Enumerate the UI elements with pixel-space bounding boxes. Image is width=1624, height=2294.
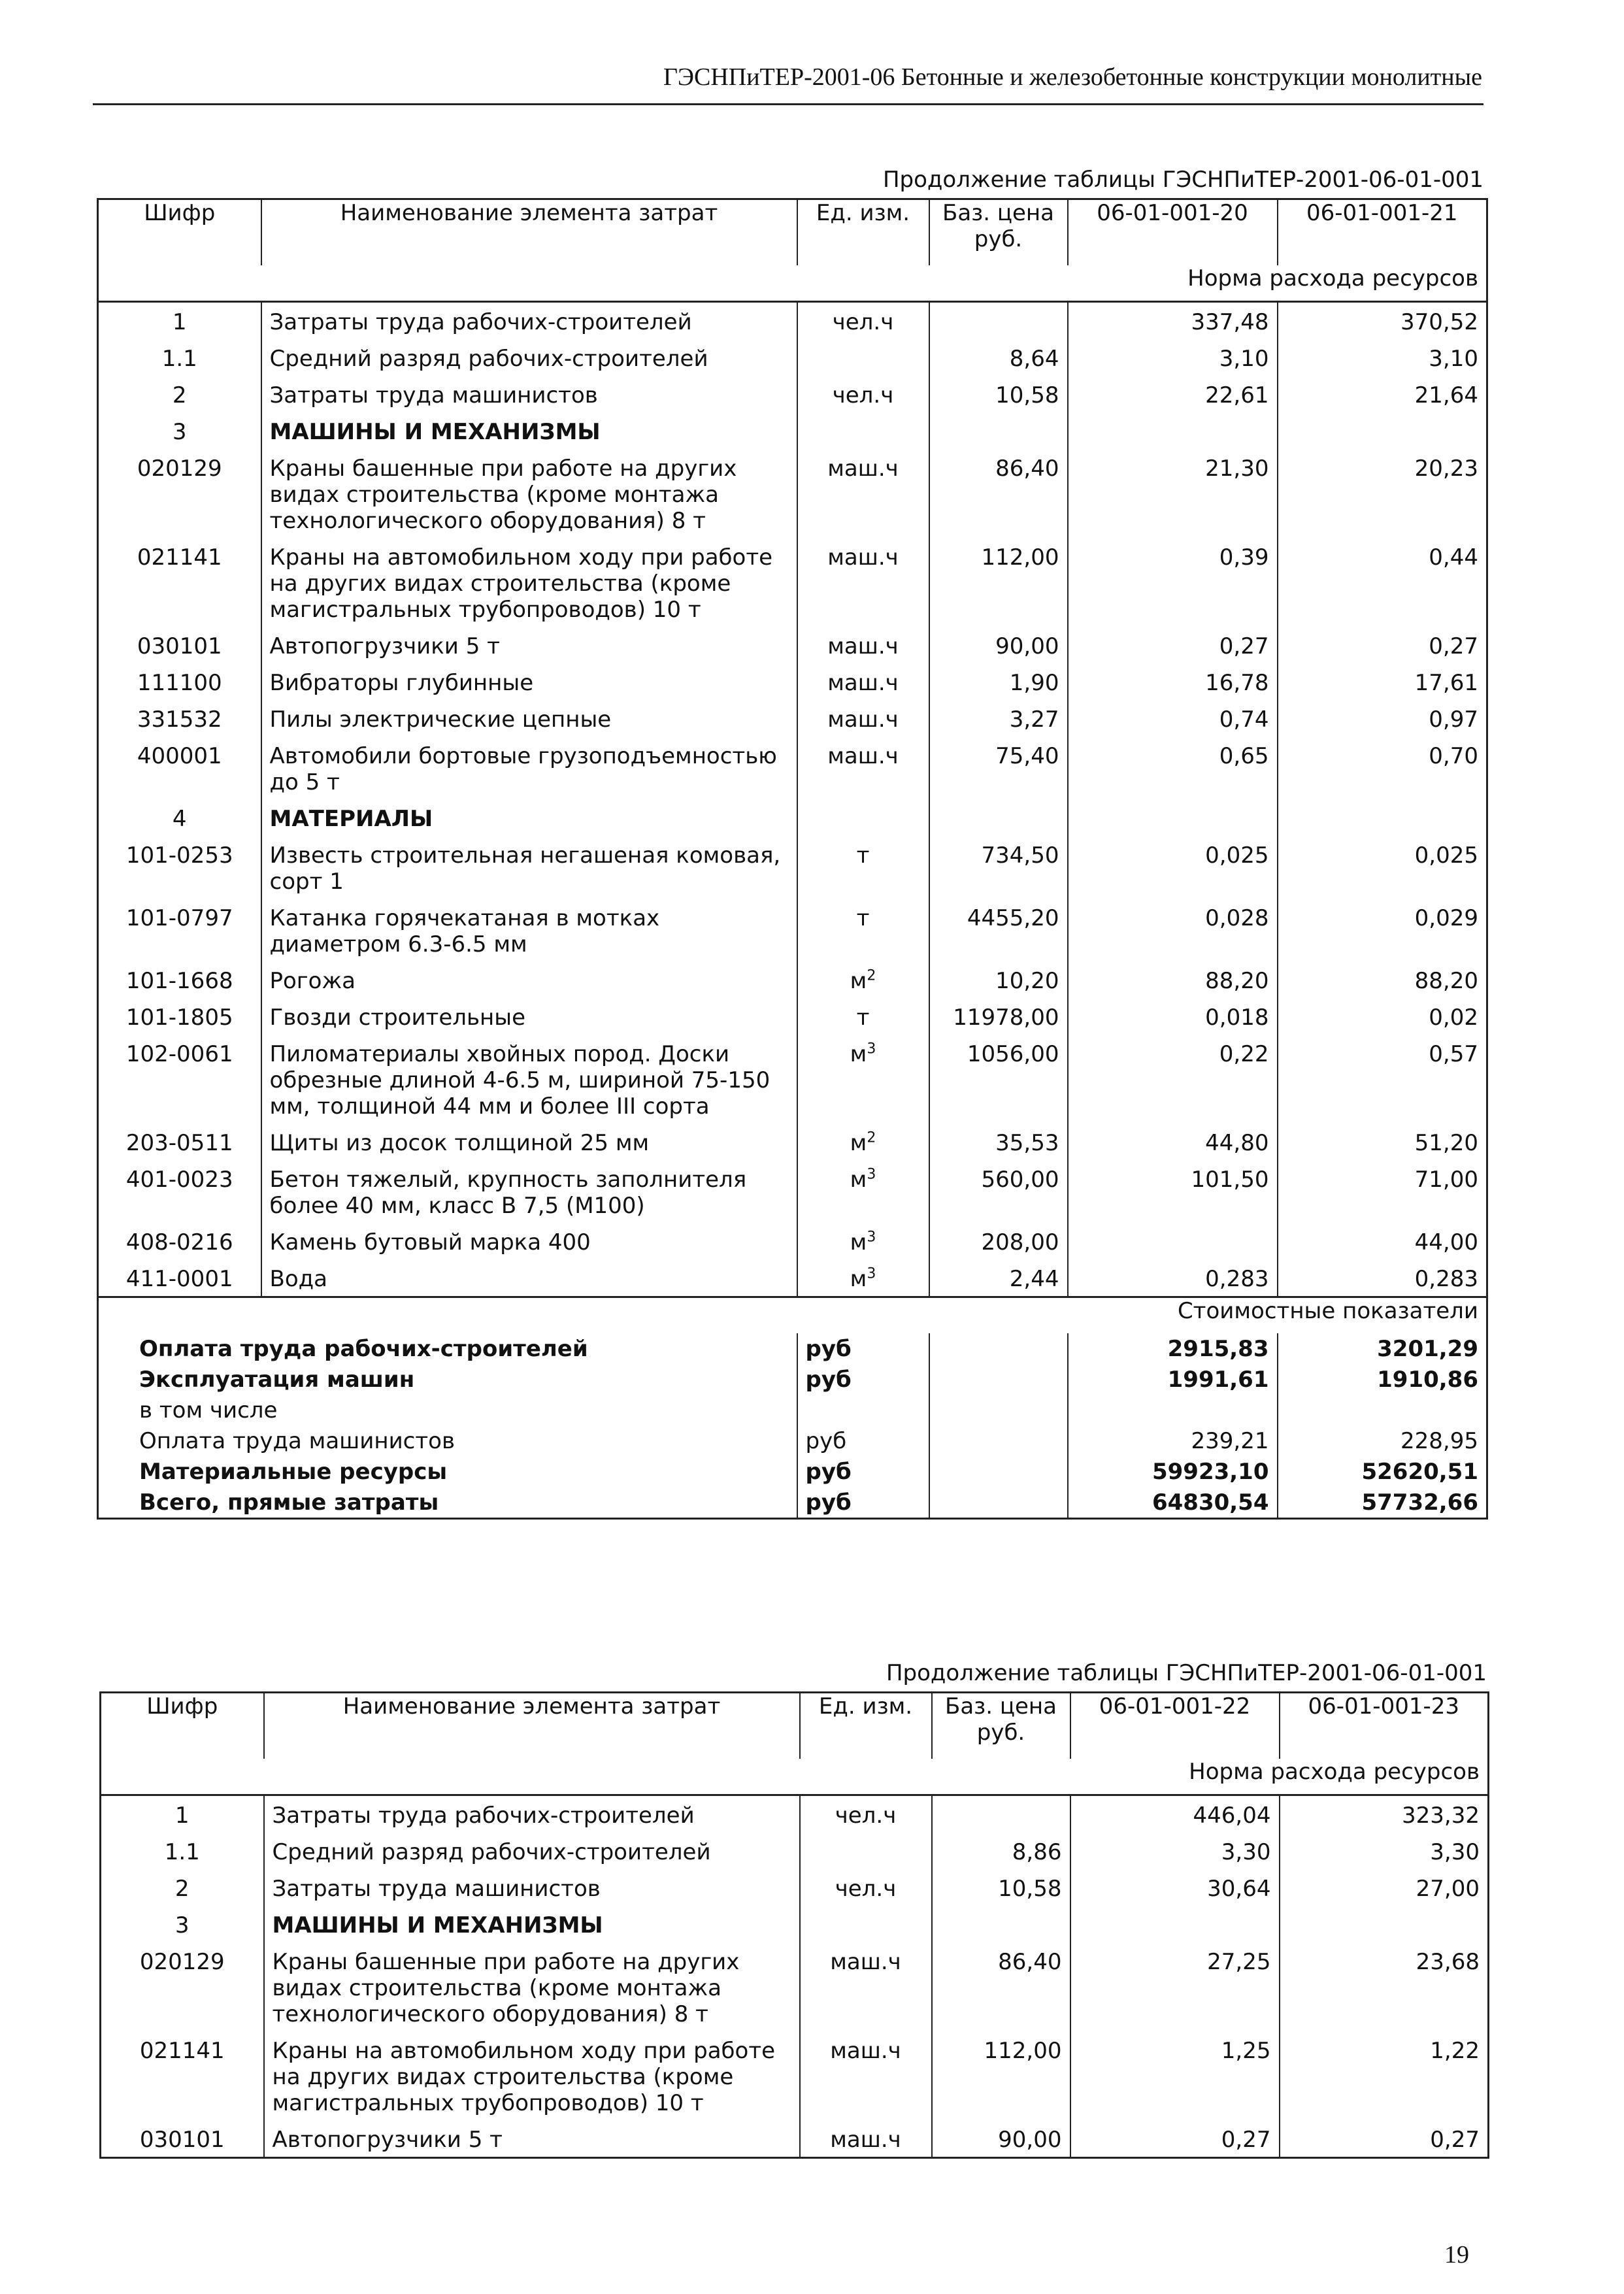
cost-value-a: 59923,10 [1068,1456,1278,1487]
row-code: 1 [101,1795,264,1833]
cost-unit: руб [797,1487,929,1519]
row-price: 90,00 [929,627,1068,663]
row-code: 101-1805 [125,1005,233,1031]
row-value-a: 0,27 [1068,627,1278,663]
row-price: 1,90 [929,663,1068,700]
row-code: 400001 [137,743,222,769]
row-price: 86,40 [929,449,1068,538]
cost-value-a: 64830,54 [1068,1487,1278,1519]
row-unit: т [797,836,929,899]
unit-exponent: 3 [867,1166,876,1183]
row-value-b: 17,61 [1278,663,1487,700]
row-unit [797,1160,929,1223]
row-unit: т [797,998,929,1035]
row-unit [797,1223,929,1259]
resource-table-2 [99,1691,1489,2159]
row-value-a: 337,48 [1068,302,1278,340]
row-unit [800,1906,932,1942]
row-price: 2,44 [929,1259,1068,1297]
row-value-b: 51,20 [1278,1123,1487,1160]
row-code: 2 [172,382,187,408]
row-name: Пилы электрические цепные [261,700,797,737]
row-name: Камень бутовый марка 400 [261,1223,797,1259]
row-value-a [1068,1223,1278,1259]
row-price [929,799,1068,836]
row-value-a: 446,04 [1070,1795,1280,1833]
cost-price-empty [929,1364,1068,1395]
table-row [98,538,1487,627]
table-row [98,998,1487,1035]
row-unit: маш.ч [797,538,929,627]
row-price: 10,58 [932,1869,1070,1906]
row-name: Автопогрузчики 5 т [264,2120,800,2158]
cost-price-empty [929,1425,1068,1456]
row-value-b: 0,27 [1280,2120,1489,2158]
cost-value-b: 1910,86 [1278,1364,1487,1395]
cost-unit [797,1395,929,1425]
row-value-a: 101,50 [1068,1160,1278,1223]
row-price [929,302,1068,340]
col-name-header: Наименование элемента затрат [261,199,797,266]
row-value-a: 0,283 [1068,1259,1278,1297]
row-name: Затраты труда машинистов [264,1869,800,1906]
norma-caption: Норма расхода ресурсов [1189,1759,1480,1785]
row-price [932,1795,1070,1833]
row-name: Затраты труда рабочих-строителей [264,1795,800,1833]
row-value-b [1278,412,1487,449]
row-unit [797,961,929,998]
unit-base: м [850,1130,867,1156]
table-row [98,1160,1487,1223]
row-unit [797,1123,929,1160]
row-value-a: 16,78 [1068,663,1278,700]
table-row [98,899,1487,961]
norma-caption: Норма расхода ресурсов [1187,265,1478,291]
row-code: 331532 [137,706,222,733]
row-price: 4455,20 [929,899,1068,961]
row-value-a: 0,65 [1068,737,1278,799]
row-code: 3 [172,419,187,445]
row-code: 408-0216 [125,1229,233,1255]
row-code: 411-0001 [125,1266,233,1292]
row-unit: маш.ч [800,2031,932,2120]
table-row [101,1833,1489,1869]
row-unit [797,799,929,836]
row-name: Щиты из досок толщиной 25 мм [261,1123,797,1160]
cost-value-b [1278,1395,1487,1425]
row-price: 11978,00 [929,998,1068,1035]
row-name: МАТЕРИАЛЫ [261,799,797,836]
row-name: Средний разряд рабочих-строителей [264,1833,800,1869]
row-name: Краны на автомобильном ходу при работе на других видах строительства (кроме магистральных трубопроводов) 10 т [264,2031,800,2120]
row-code: 2 [174,1876,190,1902]
header-rule [93,103,1483,105]
unit-base: м [850,1266,867,1292]
row-value-b: 88,20 [1278,961,1487,998]
col-a-header: 06-01-001-20 [1068,199,1278,266]
cost-label: Оплата труда машинистов [139,1427,456,1454]
row-price: 112,00 [932,2031,1070,2120]
table-row [101,1795,1489,1833]
row-name: Известь строительная негашеная комовая, сорт 1 [261,836,797,899]
col-b-header: 06-01-001-23 [1280,1693,1489,1759]
row-name: Краны башенные при работе на других видах строительства (кроме монтажа технологического оборудования) 8 т [264,1942,800,2031]
row-value-a: 22,61 [1068,376,1278,412]
col-name-header: Наименование элемента затрат [264,1693,800,1759]
row-code: 030101 [139,2127,225,2153]
row-price [929,412,1068,449]
table-header-row [98,199,1487,266]
col-code-header: Шифр [144,200,216,226]
page-number: 19 [1444,2241,1469,2269]
col-unit-header: Ед. изм. [797,199,929,266]
row-price: 1056,00 [929,1035,1068,1123]
cost-value-a [1068,1395,1278,1425]
resource-table-1 [97,198,1488,1520]
row-value-a: 1,25 [1070,2031,1280,2120]
table-row [98,836,1487,899]
row-code: 101-0253 [125,842,233,869]
unit-exponent: 3 [867,1040,876,1057]
cost-price-empty [929,1395,1068,1425]
row-code: 1 [98,302,261,340]
row-value-b: 0,029 [1278,899,1487,961]
table-row [101,1906,1489,1942]
row-code: 030101 [137,633,222,659]
table-row [98,449,1487,538]
row-value-a: 27,25 [1070,1942,1280,2031]
row-name: Средний разряд рабочих-строителей [261,339,797,376]
cost-label: в том числе [139,1397,278,1423]
table-row [98,339,1487,376]
row-value-a [1068,412,1278,449]
cost-row [98,1456,1487,1487]
row-value-b: 323,32 [1280,1795,1489,1833]
row-name: Вибраторы глубинные [261,663,797,700]
row-price: 208,00 [929,1223,1068,1259]
row-value-a: 0,025 [1068,836,1278,899]
row-name: Автопогрузчики 5 т [261,627,797,663]
cost-header-row [98,1297,1487,1334]
row-unit: маш.ч [797,627,929,663]
table-row [98,1035,1487,1123]
table2-continuation-caption: Продолжение таблицы ГЭСНПиТЕР-2001-06-01-001 [886,1660,1487,1686]
row-code: 401-0023 [125,1167,233,1193]
cost-unit: руб [797,1364,929,1395]
row-unit [797,1035,929,1123]
row-price: 10,20 [929,961,1068,998]
cost-price-empty [929,1456,1068,1487]
row-value-a: 3,10 [1068,339,1278,376]
norma-row [98,265,1487,302]
row-unit [797,339,929,376]
row-price: 8,64 [929,339,1068,376]
row-value-a: 0,27 [1070,2120,1280,2158]
table-row [101,2120,1489,2158]
row-code: 020129 [139,1949,225,1975]
row-value-b [1278,799,1487,836]
unit-base: м [850,1041,867,1067]
table-row [98,799,1487,836]
row-code: 203-0511 [125,1130,233,1156]
row-value-a: 88,20 [1068,961,1278,998]
row-value-a: 44,80 [1068,1123,1278,1160]
table-row [98,412,1487,449]
row-value-b: 0,70 [1278,737,1487,799]
unit-exponent: 2 [867,967,876,984]
row-code: 3 [174,1912,190,1938]
row-value-b: 21,64 [1278,376,1487,412]
row-name: Автомобили бортовые грузоподъемностью до 5 т [261,737,797,799]
row-price: 112,00 [929,538,1068,627]
cost-value-a: 239,21 [1068,1425,1278,1456]
row-value-a [1068,799,1278,836]
unit-exponent: 3 [867,1229,876,1246]
norma-row [101,1759,1489,1795]
cost-value-b: 52620,51 [1278,1456,1487,1487]
cost-value-b: 3201,29 [1278,1333,1487,1364]
row-value-b: 0,57 [1278,1035,1487,1123]
row-price: 75,40 [929,737,1068,799]
unit-base: м [850,1229,867,1255]
table-row [98,1259,1487,1297]
row-name: Затраты труда машинистов [261,376,797,412]
row-value-b: 0,025 [1278,836,1487,899]
row-code: 101-0797 [125,905,233,931]
row-code: 021141 [139,2038,225,2064]
row-unit: чел.ч [797,302,929,340]
row-value-b: 3,10 [1278,339,1487,376]
col-unit-header: Ед. изм. [800,1693,932,1759]
row-unit: т [797,899,929,961]
row-value-a: 30,64 [1070,1869,1280,1906]
row-price: 8,86 [932,1833,1070,1869]
cost-unit: руб [797,1456,929,1487]
cost-value-b: 228,95 [1278,1425,1487,1456]
row-value-b: 20,23 [1278,449,1487,538]
cost-row [98,1333,1487,1364]
cost-price-empty [929,1487,1068,1519]
row-name: Бетон тяжелый, крупность заполнителя более 40 мм, класс В 7,5 (М100) [261,1160,797,1223]
row-value-b: 3,30 [1280,1833,1489,1869]
row-name: Рогожа [261,961,797,998]
row-name: Вода [261,1259,797,1297]
row-value-b: 0,97 [1278,700,1487,737]
table-header-row [101,1693,1489,1759]
cost-header-caption: Стоимостные показатели [98,1297,1487,1334]
cost-label: Эксплуатация машин [139,1366,415,1393]
unit-exponent: 2 [867,1129,876,1146]
row-value-b: 0,283 [1278,1259,1487,1297]
table1-continuation-caption: Продолжение таблицы ГЭСНПиТЕР-2001-06-01-001 [882,167,1483,193]
row-value-a: 21,30 [1068,449,1278,538]
row-name: Краны на автомобильном ходу при работе на других видах строительства (кроме магистральных трубопроводов) 10 т [261,538,797,627]
row-value-b: 0,02 [1278,998,1487,1035]
row-value-b: 27,00 [1280,1869,1489,1906]
row-code: 020129 [137,456,222,482]
row-name: Пиломатериалы хвойных пород. Доски обрезные длиной 4-6.5 м, шириной 75-150 мм, толщиной 44 мм и более III сорта [261,1035,797,1123]
cost-price-empty [929,1333,1068,1364]
row-value-b: 23,68 [1280,1942,1489,2031]
cost-row [98,1487,1487,1519]
row-code: 021141 [137,544,222,571]
cost-value-b: 57732,66 [1278,1487,1487,1519]
row-name: МАШИНЫ И МЕХАНИЗМЫ [264,1906,800,1942]
col-b-header: 06-01-001-21 [1278,199,1487,266]
col-price-header: Баз. цена руб. [929,199,1068,266]
table-row [98,1123,1487,1160]
row-value-b [1280,1906,1489,1942]
row-value-a: 0,39 [1068,538,1278,627]
table-row [98,376,1487,412]
table-row [101,1869,1489,1906]
row-name: Краны башенные при работе на других видах строительства (кроме монтажа технологического оборудования) 8 т [261,449,797,538]
row-unit: чел.ч [800,1869,932,1906]
table-row [101,1942,1489,2031]
cost-row [98,1425,1487,1456]
row-code: 1.1 [164,1839,200,1865]
row-price: 734,50 [929,836,1068,899]
row-value-a [1070,1906,1280,1942]
cost-unit: руб [797,1333,929,1364]
row-value-b: 71,00 [1278,1160,1487,1223]
table-row [98,1223,1487,1259]
table-row [101,2031,1489,2120]
row-name: МАШИНЫ И МЕХАНИЗМЫ [261,412,797,449]
col-code-header: Шифр [146,1693,218,1720]
row-name: Катанка горячекатаная в мотках диаметром 6.3-6.5 мм [261,899,797,961]
row-price: 560,00 [929,1160,1068,1223]
row-unit: маш.ч [800,2120,932,2158]
row-unit: маш.ч [800,1942,932,2031]
cost-value-a: 1991,61 [1068,1364,1278,1395]
row-unit: чел.ч [800,1795,932,1833]
row-code: 101-1668 [125,968,233,994]
row-value-a: 0,22 [1068,1035,1278,1123]
cost-label: Всего, прямые затраты [139,1489,439,1516]
row-name: Затраты труда рабочих-строителей [261,302,797,340]
row-unit [797,1259,929,1297]
row-code: 102-0061 [125,1041,233,1067]
table-row [98,627,1487,663]
table-row [98,302,1487,340]
row-price [932,1906,1070,1942]
row-value-b: 1,22 [1280,2031,1489,2120]
row-price: 90,00 [932,2120,1070,2158]
row-value-a: 3,30 [1070,1833,1280,1869]
cost-label: Материальные ресурсы [139,1458,448,1485]
row-unit: чел.ч [797,376,929,412]
row-unit [797,412,929,449]
row-value-b: 0,44 [1278,538,1487,627]
row-code: 4 [172,806,187,832]
row-code: 111100 [137,670,222,696]
cost-label: Оплата труда рабочих-строителей [139,1335,588,1362]
row-value-b: 0,27 [1278,627,1487,663]
col-price-header: Баз. цена руб. [932,1693,1070,1759]
row-value-a: 0,018 [1068,998,1278,1035]
row-unit: маш.ч [797,663,929,700]
row-price: 3,27 [929,700,1068,737]
cost-row [98,1395,1487,1425]
row-value-a: 0,028 [1068,899,1278,961]
table-row [98,700,1487,737]
table-row [98,737,1487,799]
row-price: 86,40 [932,1942,1070,2031]
cost-row [98,1364,1487,1395]
row-code: 1.1 [161,346,197,372]
row-value-a: 0,74 [1068,700,1278,737]
table-row [98,663,1487,700]
cost-unit: руб [797,1425,929,1456]
row-unit: маш.ч [797,700,929,737]
row-price: 35,53 [929,1123,1068,1160]
row-value-b: 44,00 [1278,1223,1487,1259]
row-unit: маш.ч [797,449,929,538]
row-name: Гвозди строительные [261,998,797,1035]
page-header-title: ГЭСНПиТЕР-2001-06 Бетонные и железобетонные конструкции монолитные [663,63,1482,91]
row-unit [800,1833,932,1869]
row-price: 10,58 [929,376,1068,412]
unit-base: м [850,968,867,994]
cost-value-a: 2915,83 [1068,1333,1278,1364]
row-value-b: 370,52 [1278,302,1487,340]
table-row [98,961,1487,998]
unit-exponent: 3 [867,1265,876,1282]
col-a-header: 06-01-001-22 [1070,1693,1280,1759]
row-unit: маш.ч [797,737,929,799]
unit-base: м [850,1167,867,1193]
